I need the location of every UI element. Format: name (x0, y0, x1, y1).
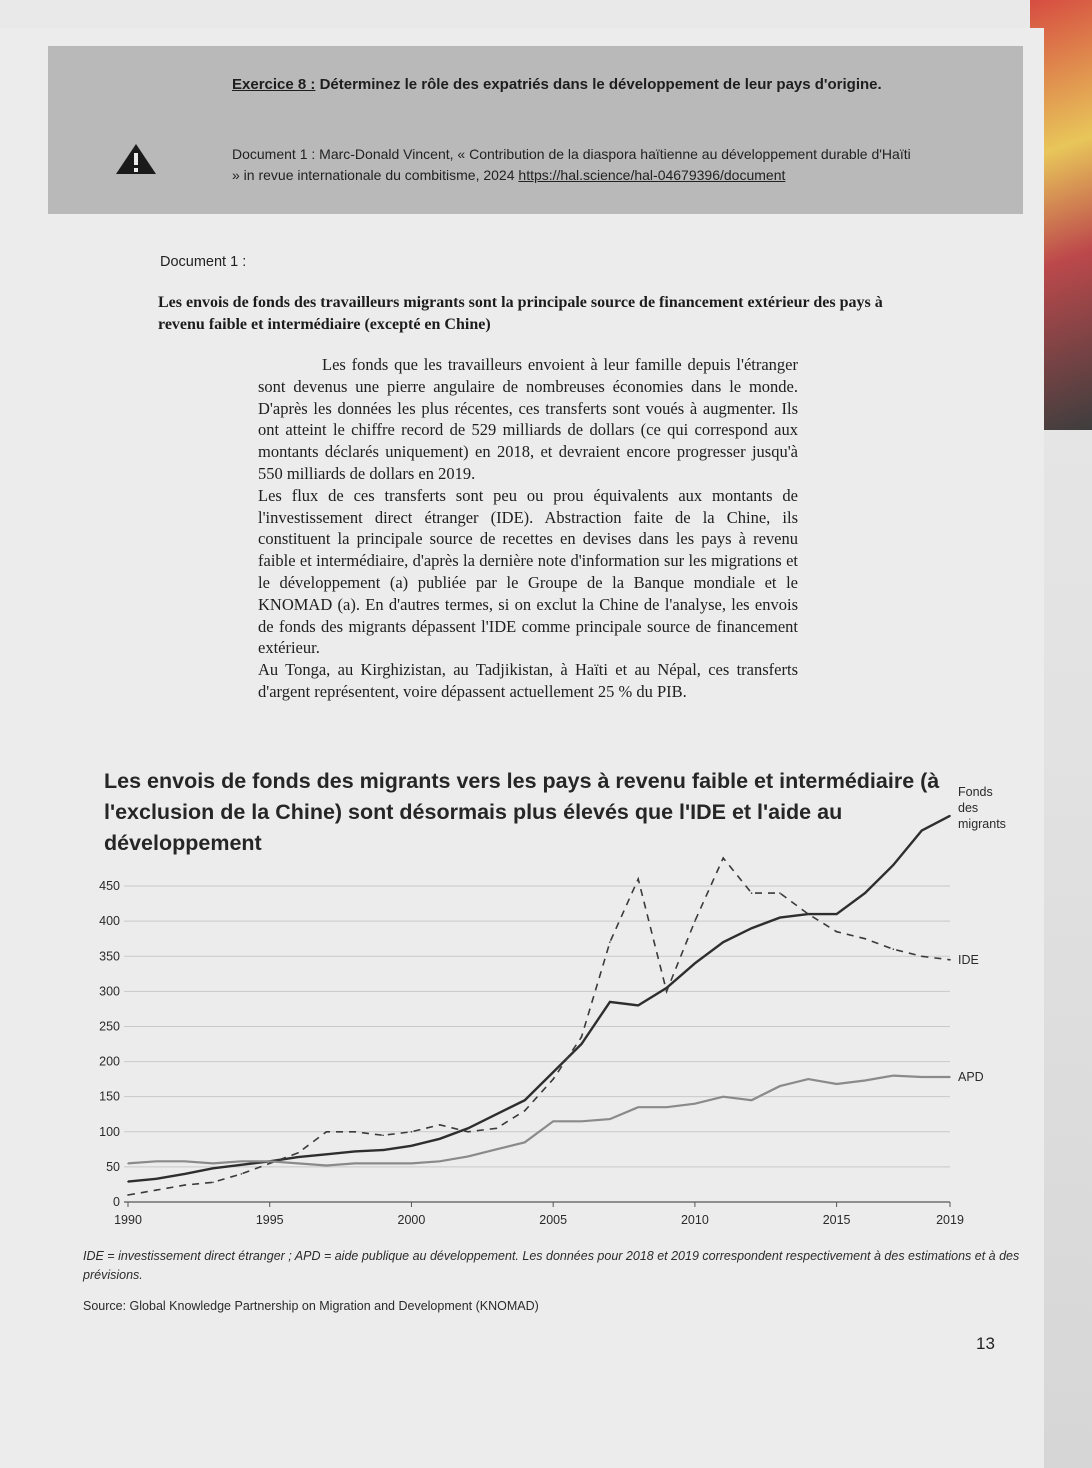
data-point (581, 1120, 583, 1122)
data-point (212, 1167, 214, 1169)
data-point (893, 864, 895, 866)
data-point (354, 1131, 356, 1133)
y-tick-label: 250 (99, 1019, 120, 1034)
x-tick-label: 2000 (397, 1213, 426, 1227)
data-point (326, 1131, 328, 1133)
article-paragraph: Au Tonga, au Kirghizistan, au Tadjikistan, à Haïti et au Népal, ces transferts d'argent représentent, voire dépassent actuellement 25 % du PIB. (258, 660, 798, 701)
exercise-label: Exercice 8 : (232, 76, 316, 93)
data-point (411, 1163, 413, 1165)
y-tick-label: 50 (106, 1159, 120, 1174)
data-point (694, 962, 696, 964)
data-point (127, 1194, 129, 1196)
series-line-0 (128, 816, 950, 1182)
series-label: des (958, 800, 979, 815)
series-label: APD (958, 1070, 984, 1085)
exercise-instruction: Déterminez le rôle des expatriés dans le développement de leur pays d'origine. (319, 76, 882, 93)
document-label: Document 1 : (160, 254, 247, 270)
data-point (921, 955, 923, 957)
data-point (411, 1145, 413, 1147)
data-point (836, 931, 838, 933)
data-point (581, 1036, 583, 1038)
data-point (411, 1131, 413, 1133)
article-paragraph: Les flux de ces transferts sont peu ou prou équivalents aux montants de l'investissement direct étranger (IDE). Abstraction faite de la Chine, ils constituent la principale source de recettes en devises dans les pays à revenu faible et intermédiaire, d'après la dernière note d'information sur les migrations et le développement (a) publiée par le Groupe de la Banque mondiale et le KNOMAD (a). En d'autres termes, si on exclut la Chine de l'analyse, les envois de fonds des migrants dépassent l'IDE comme principale source de financement extérieur. (258, 485, 798, 658)
data-point (467, 1156, 469, 1158)
data-point (156, 1178, 158, 1180)
data-point (807, 913, 809, 915)
series-label: migrants (958, 816, 1006, 831)
data-point (893, 1075, 895, 1077)
y-tick-label: 0 (113, 1195, 120, 1209)
data-point (609, 941, 611, 943)
data-point (212, 1163, 214, 1165)
data-point (241, 1160, 243, 1162)
x-tick-label: 2019 (936, 1213, 964, 1227)
data-point (184, 1184, 186, 1186)
series-label: Fonds (958, 784, 993, 799)
data-point (467, 1127, 469, 1129)
data-point (637, 878, 639, 880)
data-point (722, 941, 724, 943)
data-point (439, 1124, 441, 1126)
y-tick-label: 300 (99, 984, 120, 999)
y-tick-label: 350 (99, 949, 120, 964)
data-point (297, 1163, 299, 1165)
data-point (722, 1096, 724, 1098)
data-point (354, 1151, 356, 1153)
warning-triangle-icon (114, 142, 158, 176)
data-point (184, 1160, 186, 1162)
article-paragraph: Les fonds que les travailleurs envoient à leur famille depuis l'étranger sont devenus une pierre angulaire de nombreuses économies dans le monde. D'après les données les plus récentes, ces transferts sont voués à augmenter. Ils ont atteint le chiffre record de 529 milliards de dollars (ce qui correspond aux montants déclarés uniquement) en 2018, et devraient encore progresser jusqu'à 550 milliards de dollars en 2019. (258, 355, 798, 483)
x-tick-label: 1990 (114, 1213, 142, 1227)
data-point (666, 1106, 668, 1108)
data-point (921, 830, 923, 832)
y-tick-label: 450 (99, 879, 120, 894)
data-point (241, 1173, 243, 1175)
document-reference (232, 144, 922, 186)
data-point (354, 1163, 356, 1165)
data-point (439, 1138, 441, 1140)
y-tick-label: 200 (99, 1054, 120, 1069)
data-point (127, 1163, 129, 1165)
series-line-2 (128, 1076, 950, 1166)
data-point (297, 1156, 299, 1158)
data-point (666, 991, 668, 993)
data-point (864, 892, 866, 894)
data-point (241, 1164, 243, 1166)
data-point (184, 1173, 186, 1175)
data-point (382, 1149, 384, 1151)
data-point (864, 938, 866, 940)
x-tick-label: 2005 (539, 1213, 568, 1227)
data-point (439, 1160, 441, 1162)
data-point (496, 1127, 498, 1129)
x-tick-label: 2015 (822, 1213, 851, 1227)
data-point (751, 1099, 753, 1101)
data-point (127, 1181, 129, 1183)
exercise-header-band (48, 46, 1023, 214)
data-point (637, 1106, 639, 1108)
data-point (382, 1134, 384, 1136)
data-point (949, 959, 951, 961)
data-point (609, 1118, 611, 1120)
exercise-title (232, 74, 892, 96)
data-point (864, 1080, 866, 1082)
data-point (156, 1160, 158, 1162)
data-point (552, 1078, 554, 1080)
x-tick-label: 1995 (255, 1213, 284, 1227)
data-point (581, 1043, 583, 1045)
data-point (496, 1149, 498, 1151)
document-reference-link[interactable]: https://hal.science/hal-04679396/document (518, 167, 786, 183)
data-point (637, 1005, 639, 1007)
data-point (524, 1142, 526, 1144)
article-heading: Les envois de fonds des travailleurs migrants sont la principale source de financement extérieur des pays à revenu faible et intermédiaire (excepté en Chine) (158, 294, 883, 333)
x-tick-label: 2010 (680, 1213, 709, 1227)
data-point (326, 1153, 328, 1155)
data-point (552, 1120, 554, 1122)
data-point (156, 1189, 158, 1191)
data-point (297, 1152, 299, 1154)
data-point (382, 1163, 384, 1165)
chart-source: Source: Global Knowledge Partnership on Migration and Development (KNOMAD) (83, 1299, 539, 1313)
data-point (751, 927, 753, 929)
data-point (467, 1131, 469, 1133)
data-point (694, 920, 696, 922)
data-point (326, 1165, 328, 1167)
data-point (269, 1160, 271, 1162)
series-label: IDE (958, 952, 979, 967)
data-point (893, 948, 895, 950)
data-point (779, 917, 781, 919)
y-tick-label: 400 (99, 914, 120, 929)
data-point (751, 892, 753, 894)
chart-title: Les envois de fonds des migrants vers les pays à revenu faible et intermédiaire (à l'exclusion de la Chine) sont désormais plus élevés que l'IDE et l'aide au développement (104, 769, 940, 855)
data-point (836, 1083, 838, 1085)
data-point (807, 1078, 809, 1080)
page-number: 13 (976, 1334, 995, 1353)
data-point (779, 1085, 781, 1087)
data-point (552, 1071, 554, 1073)
data-point (779, 892, 781, 894)
data-point (524, 1099, 526, 1101)
data-point (269, 1163, 271, 1165)
data-point (694, 1103, 696, 1105)
y-tick-label: 150 (99, 1089, 120, 1104)
data-point (524, 1110, 526, 1112)
y-tick-label: 100 (99, 1124, 120, 1139)
chart-footnote: IDE = investissement direct étranger ; APD = aide publique au développement. Les données pour 2018 et 2019 correspondent respectivement à des estimations et à des prévisions. (83, 1249, 1020, 1282)
data-point (949, 1076, 951, 1078)
data-point (722, 857, 724, 859)
data-point (949, 815, 951, 817)
article-body (258, 354, 798, 703)
data-point (921, 1076, 923, 1078)
data-point (212, 1182, 214, 1184)
data-point (609, 1001, 611, 1003)
document-reference-text: Document 1 : Marc-Donald Vincent, « Contribution de la diaspora haïtienne au développement durable d'Haïti » in revue internationale du combitisme, 2024 (232, 146, 911, 183)
data-point (496, 1113, 498, 1115)
data-point (836, 913, 838, 915)
